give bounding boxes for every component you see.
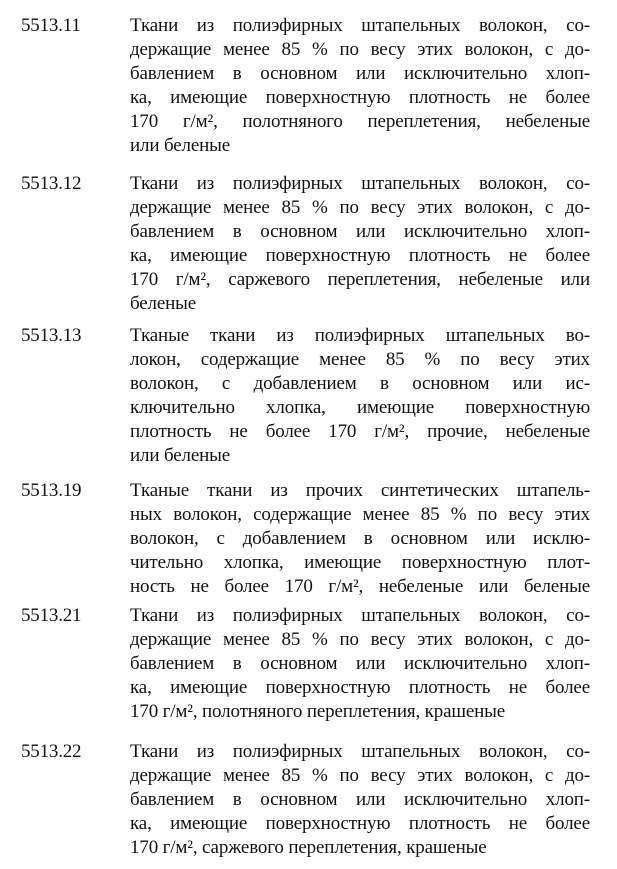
description-line: локон, содержащие менее 85 % по весу этих — [130, 349, 590, 370]
entry-description — [130, 740, 590, 860]
description-line: ных волокон, содержащие менее 85 % по весу этих — [130, 504, 590, 525]
description-line: ка, имеющие поверхностную плотность не более — [130, 245, 590, 266]
entry-code: 5513.22 — [21, 741, 82, 762]
description-line: 170 г/м², саржевого переплетения, крашеные — [130, 837, 487, 858]
description-line: бавлением в основном или исключительно хлоп- — [130, 789, 590, 810]
description-line: чительно хлопка, имеющие поверхностную плот- — [130, 552, 590, 573]
entry-description — [130, 14, 590, 158]
description-line: держащие менее 85 % по весу этих волокон, с до- — [130, 39, 590, 60]
description-line: плотность не более 170 г/м², прочие, небеленые — [130, 421, 590, 442]
description-line: Тканые ткани из полиэфирных штапельных во- — [130, 325, 590, 346]
entry-code: 5513.19 — [21, 480, 82, 501]
description-line: беленые — [130, 293, 197, 314]
entry-description — [130, 479, 590, 599]
description-line: волокон, с добавлением в основном или исклю- — [130, 528, 590, 549]
entry-code: 5513.21 — [21, 605, 82, 626]
description-line: ключительно хлопка, имеющие поверхностную — [130, 397, 590, 418]
entry-description — [130, 324, 590, 468]
entry-description — [130, 172, 590, 316]
entry-code: 5513.12 — [21, 173, 82, 194]
description-line: бавлением в основном или исключительно хлоп- — [130, 653, 590, 674]
description-line: держащие менее 85 % по весу этих волокон, с до- — [130, 765, 590, 786]
description-line: Ткани из полиэфирных штапельных волокон, со- — [130, 741, 590, 762]
description-line: 170 г/м², полотняного переплетения, небеленые — [130, 111, 590, 132]
description-line: волокон, с добавлением в основном или ис- — [130, 373, 590, 394]
description-line: Тканые ткани из прочих синтетических штапель- — [130, 480, 590, 501]
description-line: Ткани из полиэфирных штапельных волокон, со- — [130, 15, 590, 36]
entry-code: 5513.11 — [21, 15, 81, 36]
description-line: или беленые — [130, 135, 231, 156]
description-line: 170 г/м², полотняного переплетения, крашеные — [130, 701, 506, 722]
description-line: ность не более 170 г/м², небеленые или беленые — [130, 576, 590, 597]
description-line: держащие менее 85 % по весу этих волокон, с до- — [130, 197, 590, 218]
description-line: или беленые — [130, 445, 231, 466]
description-line: 170 г/м², саржевого переплетения, небеленые или — [130, 269, 590, 290]
description-line: Ткани из полиэфирных штапельных волокон, со- — [130, 605, 590, 626]
entry-code: 5513.13 — [21, 325, 82, 346]
description-line: ка, имеющие поверхностную плотность не более — [130, 813, 590, 834]
description-line: Ткани из полиэфирных штапельных волокон, со- — [130, 173, 590, 194]
description-line: ка, имеющие поверхностную плотность не более — [130, 677, 590, 698]
description-line: бавлением в основном или исключительно хлоп- — [130, 63, 590, 84]
description-line: держащие менее 85 % по весу этих волокон, с до- — [130, 629, 590, 650]
entry-description — [130, 604, 590, 724]
description-line: бавлением в основном или исключительно хлоп- — [130, 221, 590, 242]
description-line: ка, имеющие поверхностную плотность не более — [130, 87, 590, 108]
